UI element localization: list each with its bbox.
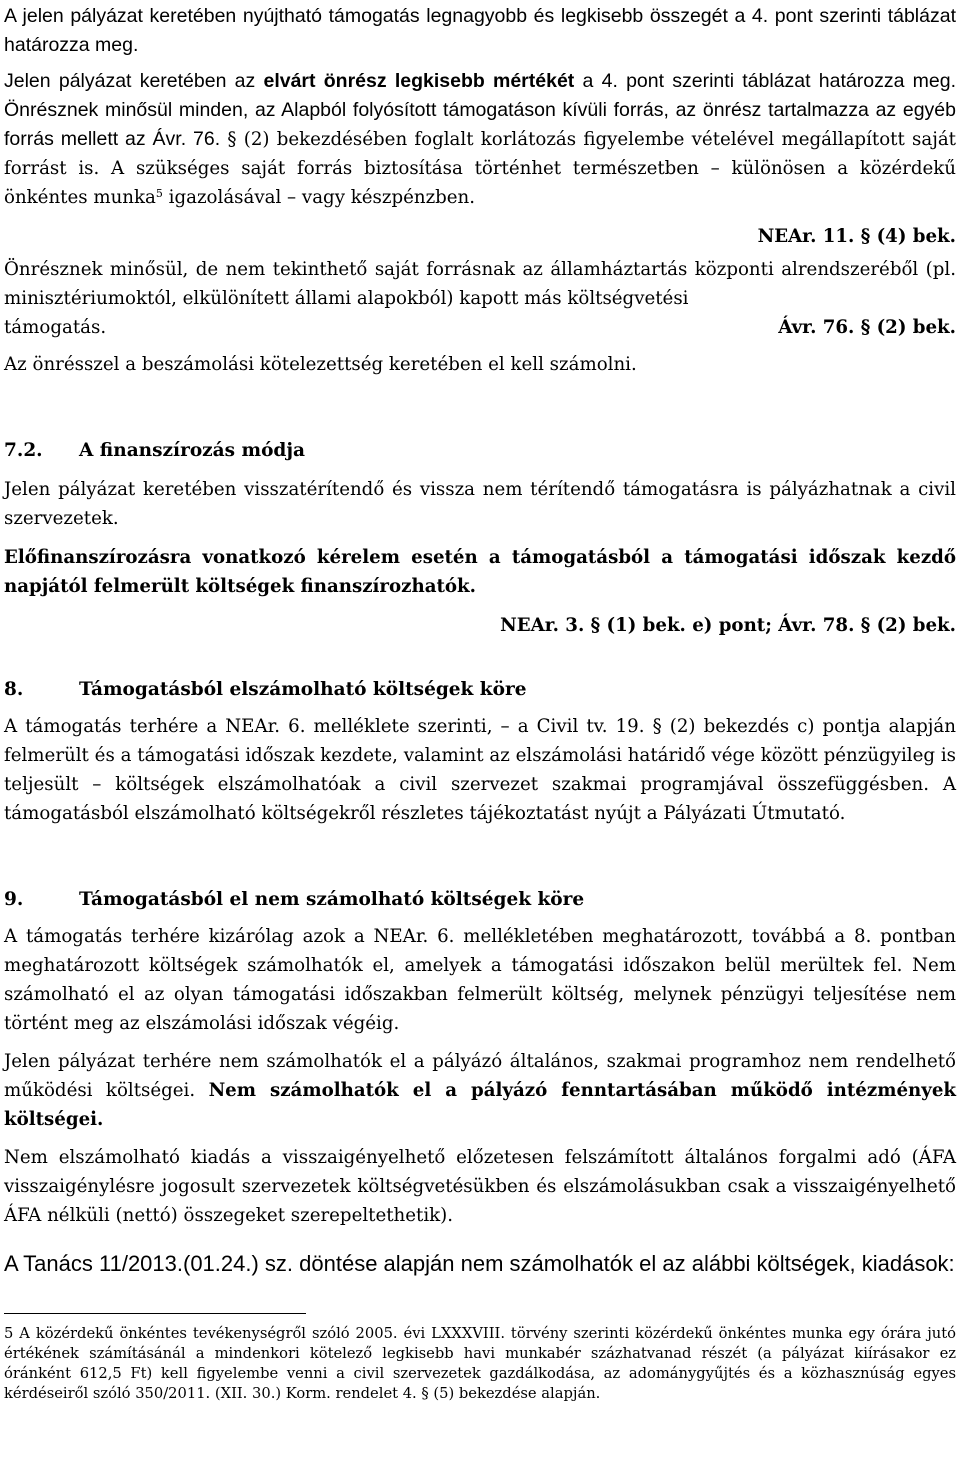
paragraph-eligible-costs: A támogatás terhére a NEAr. 6. melléklete szerinti, – a Civil tv. 19. § (2) bekezdés c) pontja alapján felmerült és a támogatási időszak kezdete, valamint az elszámolási határidő vége között pénzügyileg is teljesült – költségek elszámolhatóak a civil szervezet szakmai programjával összefüggésben. A támogatásból elszámolható költségekről részletes tájékoztatást nyújt a Pályázati Útmutató.: [4, 716, 956, 824]
reference-near-3: NEAr. 3. § (1) bek. e) pont; Ávr. 78. § (2) bek.: [500, 615, 956, 636]
paragraph-accounting: Az önrésszel a beszámolási kötelezettség keretében el kell számolni.: [4, 354, 637, 375]
section-heading-7-2: 7.2. A finanszírozás módja: [4, 440, 306, 461]
paragraph-central-subsystem: Önrésznek minősül, de nem tekinthető saját forrásnak az államháztartás központi alrendszeréből (pl. minisztériumoktól, elkülönített állami alapokból) kapott más költségvetési: [4, 259, 956, 309]
paragraph-grant-amount: A jelen pályázat keretében nyújtható támogatás legnagyobb és legkisebb összegét a 4. pont szerinti táblázat határozza meg.: [4, 5, 956, 56]
reference-avr-76: Ávr. 76. § (2) bek.: [778, 317, 956, 338]
section-heading-9: 9. Támogatásból el nem számolható költségek köre: [4, 889, 585, 910]
reference-near-11: NEAr. 11. § (4) bek.: [757, 226, 956, 247]
footnote-number: 5: [4, 1325, 14, 1342]
section-heading-8: 8. Támogatásból elszámolható költségek köre: [4, 679, 527, 700]
paragraph-own-contribution: Jelen pályázat keretében az elvárt önrész legkisebb mértékét a 4. pont szerinti táblázat határozza meg. Önrésznek minősül minden, az Alapból folyósított támogatáson kívüli forrás, az önrész tartalmazza az egyéb forrás mellett az Ávr. 76. § (2) bekezdésében foglalt korlátozás figyelembe vételével megállapított saját forrást is. A szükséges saját forrás biztosítása történhet természetben – különösen a közérdekű önkéntes munka$^5$ igazolásával – vagy készpénzben.: [4, 70, 956, 208]
footnote-ref: 5: [155, 187, 163, 200]
footnote-5: 5 A közérdekű önkéntes tevékenységről szóló 2005. évi LXXXVIII. törvény szerinti közérdekű önkéntes munka egy órára jutó értékének számításánál a mindenkori kötelező legkisebb havi munkabér százhatvanad részét (a pályázat kiírásakor ez óránként 612,5 Ft) kell figyelembe venni a civil szervezetek gazdálkodása, az adománygyűjtés és a közhasznúság egyes kérdéseiről szóló 350/2011. (XII. 30.) Korm. rendelet 4. § (5) bekezdése alapján.: [4, 1325, 956, 1402]
paragraph-vat: Nem elszámolható kiadás a visszaigényelhető előzetesen felszámított általános forgalmi adó (ÁFA visszaigénylésre jogosult szervezetek költségvetésükben és elszámolásukban csak a visszaigényelhető ÁFA nélküli (nettó) összegeket szerepeltethetik).: [4, 1147, 956, 1226]
paragraph-ineligible-costs: A támogatás terhére kizárólag azok a NEAr. 6. mellékletében meghatározott, továbbá a 8. pontban meghatározott költségek számolhatók el, amelyek a támogatási időszakon belül merültek fel. Nem számolható el az olyan támogatási időszakban felmerült költség, melynek pénzügyi teljesítése nem történt meg az elszámolási időszak végéig.: [4, 926, 956, 1034]
paragraph-operating-costs: Jelen pályázat terhére nem számolhatók el a pályázó általános, szakmai programhoz nem rendelhető működési költségei. Nem számolhatók el a pályázó fenntartásában működő intézmények költségei.: [4, 1051, 956, 1130]
paragraph-prefinancing: Előfinanszírozásra vonatkozó kérelem esetén a támogatásból a támogatási időszak kezdő napjától felmerült költségek finanszírozhatók.: [4, 547, 956, 597]
paragraph-council-decision: A Tanács 11/2013.(01.24.) sz. döntése alapján nem számolhatók el az alábbi költségek, kiadások:: [4, 1251, 955, 1276]
paragraph-financing-types: Jelen pályázat keretében visszatérítendő és vissza nem térítendő támogatásra is pályázhatnak a civil szervezetek.: [4, 479, 956, 529]
footnote-separator: [4, 1313, 306, 1314]
paragraph-central-subsystem-last-line: támogatás. Ávr. 76. § (2) bek.: [4, 313, 956, 342]
